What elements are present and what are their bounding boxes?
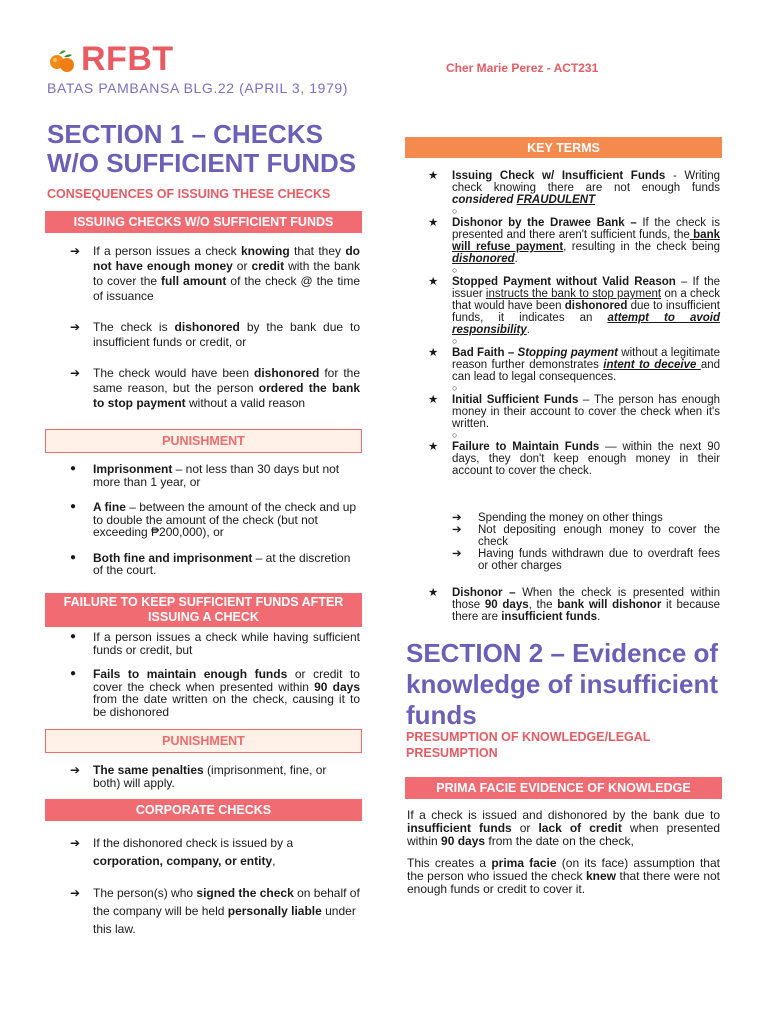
- paragraph-bold: lack of credit: [538, 821, 622, 835]
- list-item: [48, 631, 360, 656]
- item-text-bold: Fails to maintain enough funds: [93, 667, 288, 681]
- arrow-icon: ➔: [70, 836, 81, 850]
- issuing-checks-banner: ISSUING CHECKS W/O SUFFICIENT FUNDS: [45, 211, 362, 233]
- punishment-banner-1: PUNISHMENT: [45, 429, 362, 453]
- term-text: .: [514, 253, 518, 265]
- term-bold-italic-underline: intent to deceive: [603, 359, 701, 371]
- term-bold: Dishonor by the Drawee Bank –: [452, 217, 637, 229]
- key-term-item: [428, 347, 720, 383]
- paragraph-bold: knew: [586, 869, 617, 883]
- term-bold-italic-underline: attempt to avoid responsibility: [452, 312, 720, 336]
- failure-sub-list: [452, 512, 720, 572]
- circle-bullet: ○: [452, 265, 458, 275]
- bullet-icon: ●: [70, 631, 77, 642]
- term-text: If the check is presented and there aren't sufficient funds, the: [452, 217, 720, 241]
- prima-facie-paragraph-2: [407, 857, 720, 896]
- paragraph-text: This creates a: [407, 856, 492, 870]
- item-text-bold: The same penalties: [93, 763, 204, 777]
- item-text: If the dishonored check is issued by a: [93, 836, 294, 850]
- item-text: of the check @ the time of issuance: [93, 274, 360, 303]
- item-text: without a valid reason: [185, 396, 306, 410]
- author-name: Cher Marie Perez - ACT231: [446, 61, 599, 75]
- star-icon: ★: [428, 217, 439, 229]
- item-text: for the same reason, but the person: [93, 366, 361, 395]
- corporate-list: [48, 834, 360, 938]
- term-text: – If the issuer: [452, 276, 720, 300]
- term-bold-italic: considered: [452, 194, 517, 206]
- item-text: The person(s) who: [93, 886, 197, 900]
- item-text: ,: [272, 854, 276, 868]
- arrow-icon: ➔: [452, 524, 462, 536]
- term-underline: instructs the bank to stop payment: [485, 288, 662, 300]
- item-text-bold: dishonored: [254, 366, 320, 380]
- key-terms-list-2: [428, 587, 720, 623]
- issuing-checks-list: [48, 244, 360, 411]
- term-bold-underline: FRAUDULENT: [516, 194, 596, 206]
- item-text: that they: [289, 244, 346, 258]
- star-icon: ★: [428, 347, 439, 359]
- key-terms-list: [428, 170, 720, 477]
- header-title: [47, 40, 174, 79]
- star-icon: ★: [428, 587, 439, 599]
- item-text-bold: 90 days: [314, 679, 360, 694]
- sub-list-item: [452, 548, 720, 572]
- paragraph-text: from the date on the check,: [485, 834, 634, 848]
- section-1-heading: [47, 120, 377, 209]
- item-text: on behalf of the company will be held: [93, 886, 360, 918]
- list-item: [48, 764, 360, 790]
- circle-bullet: ○: [452, 336, 458, 346]
- app-title: RFBT: [81, 40, 174, 78]
- arrow-icon: ➔: [70, 244, 81, 258]
- item-text: – between the amount of the check and up to double the amount of the check (but not exceeding ₱200,000), or: [93, 500, 357, 539]
- item-text: from the date written on the check, causing it to be dishonored: [93, 692, 360, 719]
- item-text-bold: corporation, company, or entity: [93, 854, 273, 868]
- key-term-item: [428, 276, 720, 336]
- sub-list-item: [452, 524, 720, 548]
- item-text: If a person issues a check: [93, 244, 241, 258]
- list-item: [48, 244, 360, 304]
- corporate-checks-banner: CORPORATE CHECKS: [45, 799, 362, 821]
- arrow-icon: ➔: [70, 366, 81, 380]
- section-2-title-prefix: SECTION 2 –: [406, 638, 573, 668]
- item-text-bold: Both fine and imprisonment: [93, 550, 253, 565]
- punishment-list-2: [48, 764, 360, 790]
- prima-facie-banner: PRIMA FACIE EVIDENCE OF KNOWLEDGE: [405, 777, 722, 799]
- item-text: (imprisonment, fine, or both) will apply.: [93, 763, 327, 790]
- bullet-icon: ●: [70, 668, 77, 679]
- bullet-icon: ●: [70, 551, 77, 563]
- item-text-bold: credit: [251, 259, 285, 273]
- term-text: When the check is presented within those: [452, 587, 720, 611]
- list-item: [48, 366, 360, 411]
- star-icon: ★: [428, 276, 439, 288]
- bullet-icon: ●: [70, 501, 77, 512]
- item-text-bold: ordered the bank to stop payment: [93, 381, 361, 410]
- term-text: , the: [528, 599, 558, 611]
- key-term-item: [428, 441, 720, 477]
- item-text: or: [232, 259, 252, 273]
- punishment-list-1: [48, 463, 360, 577]
- star-icon: ★: [428, 170, 439, 182]
- item-text: or credit to cover the check when presented within: [93, 667, 360, 694]
- section-1-subtitle: CONSEQUENCES OF ISSUING THESE CHECKS: [47, 187, 331, 201]
- section-2-heading: [406, 638, 726, 731]
- term-bold-italic-underline: dishonored: [452, 253, 515, 265]
- list-item: [48, 834, 360, 870]
- term-bold-italic: Stopping payment: [514, 347, 618, 359]
- section-2-title: Evidence of knowledge of insufficient funds: [406, 638, 719, 730]
- term-text: and can lead to legal consequences.: [452, 359, 720, 383]
- circle-bullet: ○: [452, 383, 458, 393]
- failure-list: [48, 631, 360, 718]
- paragraph-text: If a check is issued and dishonored by the bank due to: [407, 808, 720, 822]
- arrow-icon: ➔: [70, 886, 81, 900]
- list-item: [48, 320, 360, 350]
- item-text: – at the discretion of the court.: [93, 550, 351, 577]
- list-item: [48, 884, 360, 938]
- sub-item-text: Having funds withdrawn due to overdraft fees or other charges: [478, 548, 720, 572]
- term-bold: insufficient funds: [501, 611, 598, 623]
- list-item: [48, 552, 360, 577]
- sub-list-item: [452, 512, 720, 524]
- item-text-bold: full amount: [161, 274, 227, 288]
- item-text: If a person issues a check while having sufficient funds or credit, but: [93, 630, 360, 657]
- list-item: [48, 463, 360, 488]
- list-item: [48, 668, 360, 718]
- paragraph-bold: prima facie: [491, 856, 557, 870]
- term-bold-underline: bank will refuse payment: [452, 229, 720, 253]
- paragraph-bold: 90 days: [441, 834, 486, 848]
- term-text: .: [597, 611, 601, 623]
- term-text: — within the next 90 days, they don't keep enough money in their account to cover the check.: [452, 441, 720, 477]
- circle-bullet: ○: [452, 430, 458, 440]
- term-text: due to insufficient funds, it indicates an: [452, 300, 720, 324]
- key-term-item: [428, 170, 720, 206]
- item-text: under this law.: [93, 904, 356, 936]
- page-subtitle: BATAS PAMBANSA BLG.22 (APRIL 3, 1979): [47, 80, 349, 96]
- key-term-item: [428, 587, 720, 623]
- term-bold: dishonored: [564, 300, 628, 312]
- section-2-subtitle: PRESUMPTION OF KNOWLEDGE/LEGAL PRESUMPTION: [406, 730, 651, 760]
- item-text-bold: signed the check: [196, 886, 294, 900]
- term-text: – The person has enough money in their account to cover the check when it's written.: [452, 394, 720, 430]
- item-text: by the bank due to insufficient funds or credit, or: [93, 320, 360, 349]
- term-text: on a check that would have been: [452, 288, 720, 312]
- term-text: it because there are: [452, 599, 721, 623]
- item-text: – not less than 30 days but not more than 1 year, or: [93, 462, 340, 489]
- term-text: without a legitimate reason further demonstrates: [452, 347, 720, 371]
- list-item: [48, 501, 360, 539]
- failure-banner: FAILURE TO KEEP SUFFICIENT FUNDS AFTER ISSUING A CHECK: [45, 593, 362, 627]
- star-icon: ★: [428, 394, 439, 406]
- orange-fruit-icon: [47, 45, 77, 75]
- key-term-item: [428, 217, 720, 265]
- item-text: The check is: [93, 320, 175, 334]
- punishment-banner-2: PUNISHMENT: [45, 729, 362, 753]
- sub-item-text: Spending the money on other things: [478, 512, 663, 524]
- term-bold: Bad Faith –: [452, 347, 515, 359]
- term-bold: Dishonor –: [452, 587, 516, 599]
- term-text: .: [526, 324, 530, 336]
- term-text: , resulting in the check being: [563, 241, 720, 253]
- paragraph-bold: insufficient funds: [407, 821, 512, 835]
- item-text-bold: do not have enough money: [93, 244, 361, 273]
- arrow-icon: ➔: [70, 763, 81, 777]
- paragraph-text: when presented within: [407, 821, 721, 848]
- arrow-icon: ➔: [70, 320, 81, 334]
- item-text-bold: Imprisonment: [93, 462, 173, 476]
- section-1-title: SECTION 1 – CHECKS W/O SUFFICIENT FUNDS: [47, 119, 357, 178]
- term-text: - Writing check knowing there are not enough funds: [452, 170, 720, 194]
- term-bold: 90 days: [484, 599, 529, 611]
- term-bold: bank will dishonor: [557, 599, 662, 611]
- paragraph-text: (on its face) assumption that the person who issued the check: [407, 856, 720, 883]
- circle-bullet: ○: [452, 206, 458, 216]
- prima-facie-paragraph-1: [407, 809, 720, 848]
- item-text: with the bank to cover the: [93, 259, 361, 288]
- item-text: The check would have been: [93, 366, 255, 380]
- sub-item-text: Not depositing enough money to cover the check: [478, 524, 720, 548]
- item-text-bold: A fine: [93, 500, 126, 514]
- key-term-item: [428, 394, 720, 430]
- key-terms-banner: KEY TERMS: [405, 137, 722, 158]
- term-bold: Issuing Check w/ Insufficient Funds: [452, 170, 666, 182]
- item-text-bold: knowing: [241, 244, 290, 258]
- paragraph-text: that there were not enough funds or credit to cover it.: [407, 869, 720, 896]
- term-bold: Initial Sufficient Funds: [452, 394, 579, 406]
- term-bold: Failure to Maintain Funds: [452, 441, 600, 453]
- star-icon: ★: [428, 441, 439, 453]
- arrow-icon: ➔: [452, 512, 462, 524]
- bullet-icon: ●: [70, 463, 77, 474]
- item-text-bold: personally liable: [227, 904, 322, 918]
- paragraph-text: or: [511, 821, 539, 835]
- arrow-icon: ➔: [452, 548, 462, 560]
- item-text-bold: dishonored: [174, 320, 240, 334]
- term-bold: Stopped Payment without Valid Reason: [452, 276, 676, 288]
